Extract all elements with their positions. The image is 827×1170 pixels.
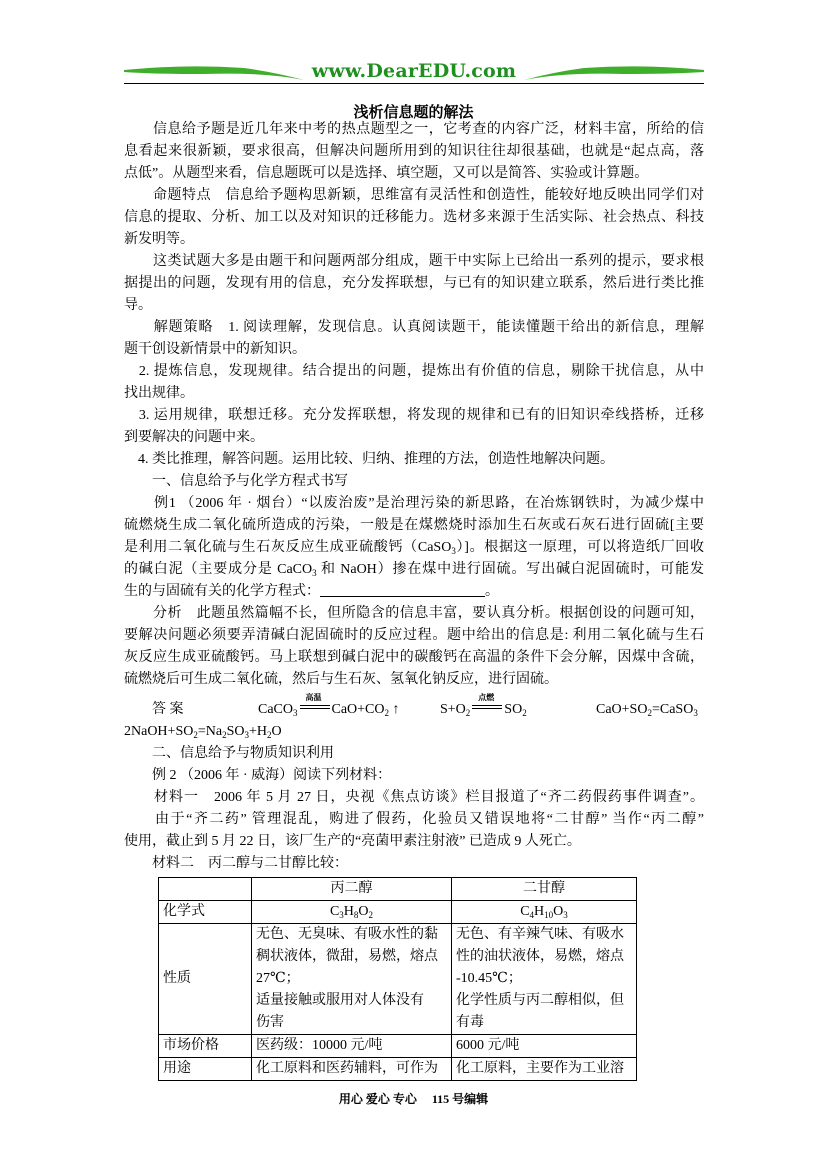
text-run: +H	[248, 724, 267, 739]
table-header-cell	[159, 878, 252, 901]
text-line: 硫燃烧生成二氧化硫所造成的污染，一般是在煤燃烧时添加生石灰或石灰石进行固硫[主要	[124, 518, 704, 533]
subscript: 3	[293, 708, 298, 718]
cell-line: 27℃；	[256, 971, 300, 986]
text-run: CaO+CO	[331, 702, 385, 717]
formula-cell	[452, 901, 637, 924]
article-body	[124, 119, 704, 1081]
properties-cell	[452, 924, 637, 1035]
text-line: 要解决问题必须要弄清碱白泥固硫时的反应过程。题中给出的信息是: 利用二氧化硫与生石	[124, 628, 704, 643]
text-line: 使用，截止到 5 月 22 日，该厂生产的“亮菌甲素注射液” 已造成 9 人死亡。	[124, 834, 581, 849]
text-run: CaO+SO	[596, 702, 648, 717]
subscript: 3	[339, 910, 344, 920]
logo-text: www.DearEDU.com	[311, 60, 517, 82]
use-cell: 化工原料和医药辅料，可作为	[252, 1058, 452, 1081]
text-line: 4. 类比推理，解答问题。运用比较、归纳、推理的方法，创造性地解决问题。	[124, 452, 614, 467]
text-line: 材料一 2006 年 5 月 27 日，央视《焦点访谈》栏目报道了“齐二药假药事件调查”。	[124, 790, 704, 805]
formula-cell	[252, 901, 452, 924]
text-line: 到要解决的问题中来。	[124, 430, 264, 445]
subscript: 2	[193, 730, 198, 740]
equation	[258, 693, 400, 721]
text-line: 信息的提取、分析、加工以及对知识的迁移能力。选材多来源于生活实际、社会热点、科技	[124, 210, 704, 225]
text-line: 信息给予题是近几年来中考的热点题型之一，它考查的内容广泛，材料丰富，所给的信	[124, 122, 704, 137]
cell-line: 性的油状液体，易燃，熔点	[456, 949, 624, 964]
subscript: 2	[465, 708, 471, 718]
text-line: 2. 提炼信息，发现规律。结合提出的问题，提炼出有价值的信息，剔除干扰信息，从中	[124, 364, 704, 379]
subscript: 3	[312, 568, 317, 578]
table-row	[159, 901, 637, 924]
reaction-condition: 高温	[305, 693, 322, 702]
text-line: 二、信息给予与物质知识利用	[124, 746, 334, 761]
text-run: 的碱白泥（主要成分是 CaCO	[124, 562, 313, 577]
text-line: 这类试题大多是由题干和问题两部分组成，题干中实际上已给出一系列的提示，要求根	[124, 254, 704, 269]
equation-right	[332, 702, 400, 717]
text-run: C	[520, 904, 530, 919]
equation	[596, 699, 698, 721]
text-line: 导。	[124, 298, 152, 313]
text-run: 和 NaOH）掺在煤中进行固硫。写出碱白泥固硫时，可能发	[316, 562, 705, 577]
row-label: 化学式	[159, 901, 252, 924]
subscript: 4	[529, 910, 535, 920]
subscript: 2	[368, 910, 374, 920]
text-line: 例1 （2006 年 · 烟台）“以废治废”是治理污染的新思路，在冶炼钢铁时，为减少煤中	[124, 496, 704, 511]
article-lines	[124, 119, 704, 875]
cell-line: 化学性质与丙二醇相似，但	[456, 993, 624, 1008]
text-line: 一、信息给予与化学方程式书写	[124, 474, 348, 489]
text-line	[124, 537, 704, 559]
site-logo	[124, 58, 704, 84]
subscript: 2	[267, 730, 272, 740]
row-label: 性质	[159, 924, 252, 1035]
subscript: 2	[384, 708, 390, 718]
table-row	[159, 1058, 637, 1081]
cell-line: 无色、无臭味、有吸水性的黏	[256, 927, 438, 942]
subscript: 2	[222, 730, 227, 740]
equation	[440, 693, 527, 721]
text-run: S+O	[440, 702, 466, 717]
cell-line: 伤害	[256, 1015, 284, 1030]
use-cell: 化工原料，主要作为工业溶	[452, 1058, 637, 1081]
subscript: 8	[353, 910, 359, 920]
text-run: C	[329, 904, 340, 919]
row-label: 用途	[159, 1058, 252, 1081]
text-run: =CaSO	[651, 702, 694, 717]
text-run: 。	[485, 584, 499, 599]
subscript: 3	[244, 730, 249, 740]
table-header-cell: 二甘醇	[452, 878, 637, 901]
header-rule	[124, 83, 704, 84]
text-line: 分析 此题虽然篇幅不长，但所隐含的信息丰富，要认真分析。根据创设的问题可知，	[124, 606, 704, 621]
text-line: 由于“齐二药” 管理混乱，购进了假药，化验员又错误地将“二甘醇” 当作“丙二醇”	[124, 812, 704, 827]
properties-cell	[252, 924, 452, 1035]
text-run: O	[271, 724, 282, 739]
subscript: 2	[522, 708, 527, 718]
subscript: 10	[544, 910, 554, 920]
subscript: 3	[451, 546, 456, 556]
text-line: 新发明等。	[124, 232, 194, 247]
text-run: ）]。根据这一原理，可以将造纸厂回收	[455, 540, 704, 555]
text-line: 题干创设新情景中的新知识。	[124, 342, 306, 357]
answer-blank	[320, 582, 485, 597]
table-row	[159, 878, 637, 901]
page-title: 浅析信息题的解法	[353, 105, 474, 121]
text-run: ↑	[389, 702, 400, 717]
page-footer: 用心 爱心 专心 115 号编辑	[338, 1092, 489, 1106]
equals-sign	[298, 693, 332, 717]
subscript: 3	[693, 708, 698, 718]
text-line: 找出规律。	[124, 386, 194, 401]
text-line: 例 2 （2006 年 · 威海）阅读下列材料：	[124, 768, 392, 783]
text-run: H	[534, 904, 545, 919]
price-cell: 6000 元/吨	[452, 1035, 637, 1058]
subscript: 2	[647, 708, 652, 718]
text-line	[124, 559, 704, 581]
text-run: SO	[226, 724, 245, 739]
text-line: 灰反应生成亚硫酸钙。马上联想到碱白泥中的碳酸钙在高温的条件下会分解，因煤中含硫，	[124, 650, 704, 665]
text-line: 命题特点 信息给予题构思新颖，思维富有灵活性和创造性，能较好地反映出同学们对	[124, 188, 704, 203]
text-line: 材料二 丙二醇与二甘醇比较：	[124, 856, 348, 871]
text-run: 生的与固硫有关的化学方程式：	[124, 584, 320, 599]
row-label: 市场价格	[159, 1035, 252, 1058]
equation-right	[504, 702, 526, 717]
cell-line: 稠状液体，微甜，易燃，熔点	[256, 949, 438, 964]
equals-sign	[470, 693, 504, 717]
cell-line: 无色、有辛辣气味、有吸水	[456, 927, 624, 942]
text-line: 息看起来很新颖，要求很高，但解决问题所用到的知识往往却很基础，也就是“起点高，落	[124, 144, 704, 159]
table-row	[159, 924, 637, 1035]
text-line	[124, 581, 704, 603]
cell-line: -10.45℃；	[456, 971, 522, 986]
answer-label: 答 案	[152, 702, 184, 717]
subscript: 3	[563, 910, 568, 920]
table-row	[159, 1035, 637, 1058]
text-run: H	[343, 904, 354, 919]
equation-left	[440, 702, 470, 717]
text-line	[124, 721, 704, 743]
text-run: =Na	[197, 724, 223, 739]
reaction-condition: 点燃	[478, 693, 495, 702]
equation-left	[258, 702, 298, 717]
comparison-table	[158, 877, 637, 1081]
text-run: O	[553, 904, 564, 919]
text-line: 3. 运用规律，联想迁移。充分发挥联想，将发现的规律和已有的旧知识牵线搭桥，迁移	[124, 408, 704, 423]
text-line: 硫燃烧后可生成二氧化硫，然后与生石灰、氢氧化钠反应，进行固硫。	[124, 672, 558, 687]
text-line: 点低”。从题型来看，信息题既可以是选择、填空题，又可以是简答、实验或计算题。	[124, 166, 649, 181]
text-line: 解题策略 1. 阅读理解，发现信息。认真阅读题干，能读懂题干给出的新信息，理解	[124, 320, 704, 335]
text-run: CaCO	[258, 702, 293, 717]
answer-line	[124, 691, 704, 721]
table-header-cell: 丙二醇	[252, 878, 452, 901]
text-run: 2NaOH+SO	[124, 724, 194, 739]
text-run: 是利用二氧化硫与生石灰反应生成亚硫酸钙（CaSO	[124, 540, 452, 555]
text-line: 据提出的问题，发现有用的信息，充分发挥联想，与已有的知识建立联系，然后进行类比推	[124, 276, 704, 291]
text-run: SO	[504, 702, 523, 717]
text-run: O	[358, 904, 369, 919]
cell-line: 有毒	[456, 1015, 484, 1030]
cell-line: 适量接触或服用对人体没有	[256, 993, 424, 1008]
price-cell: 医药级：10000 元/吨	[252, 1035, 452, 1058]
